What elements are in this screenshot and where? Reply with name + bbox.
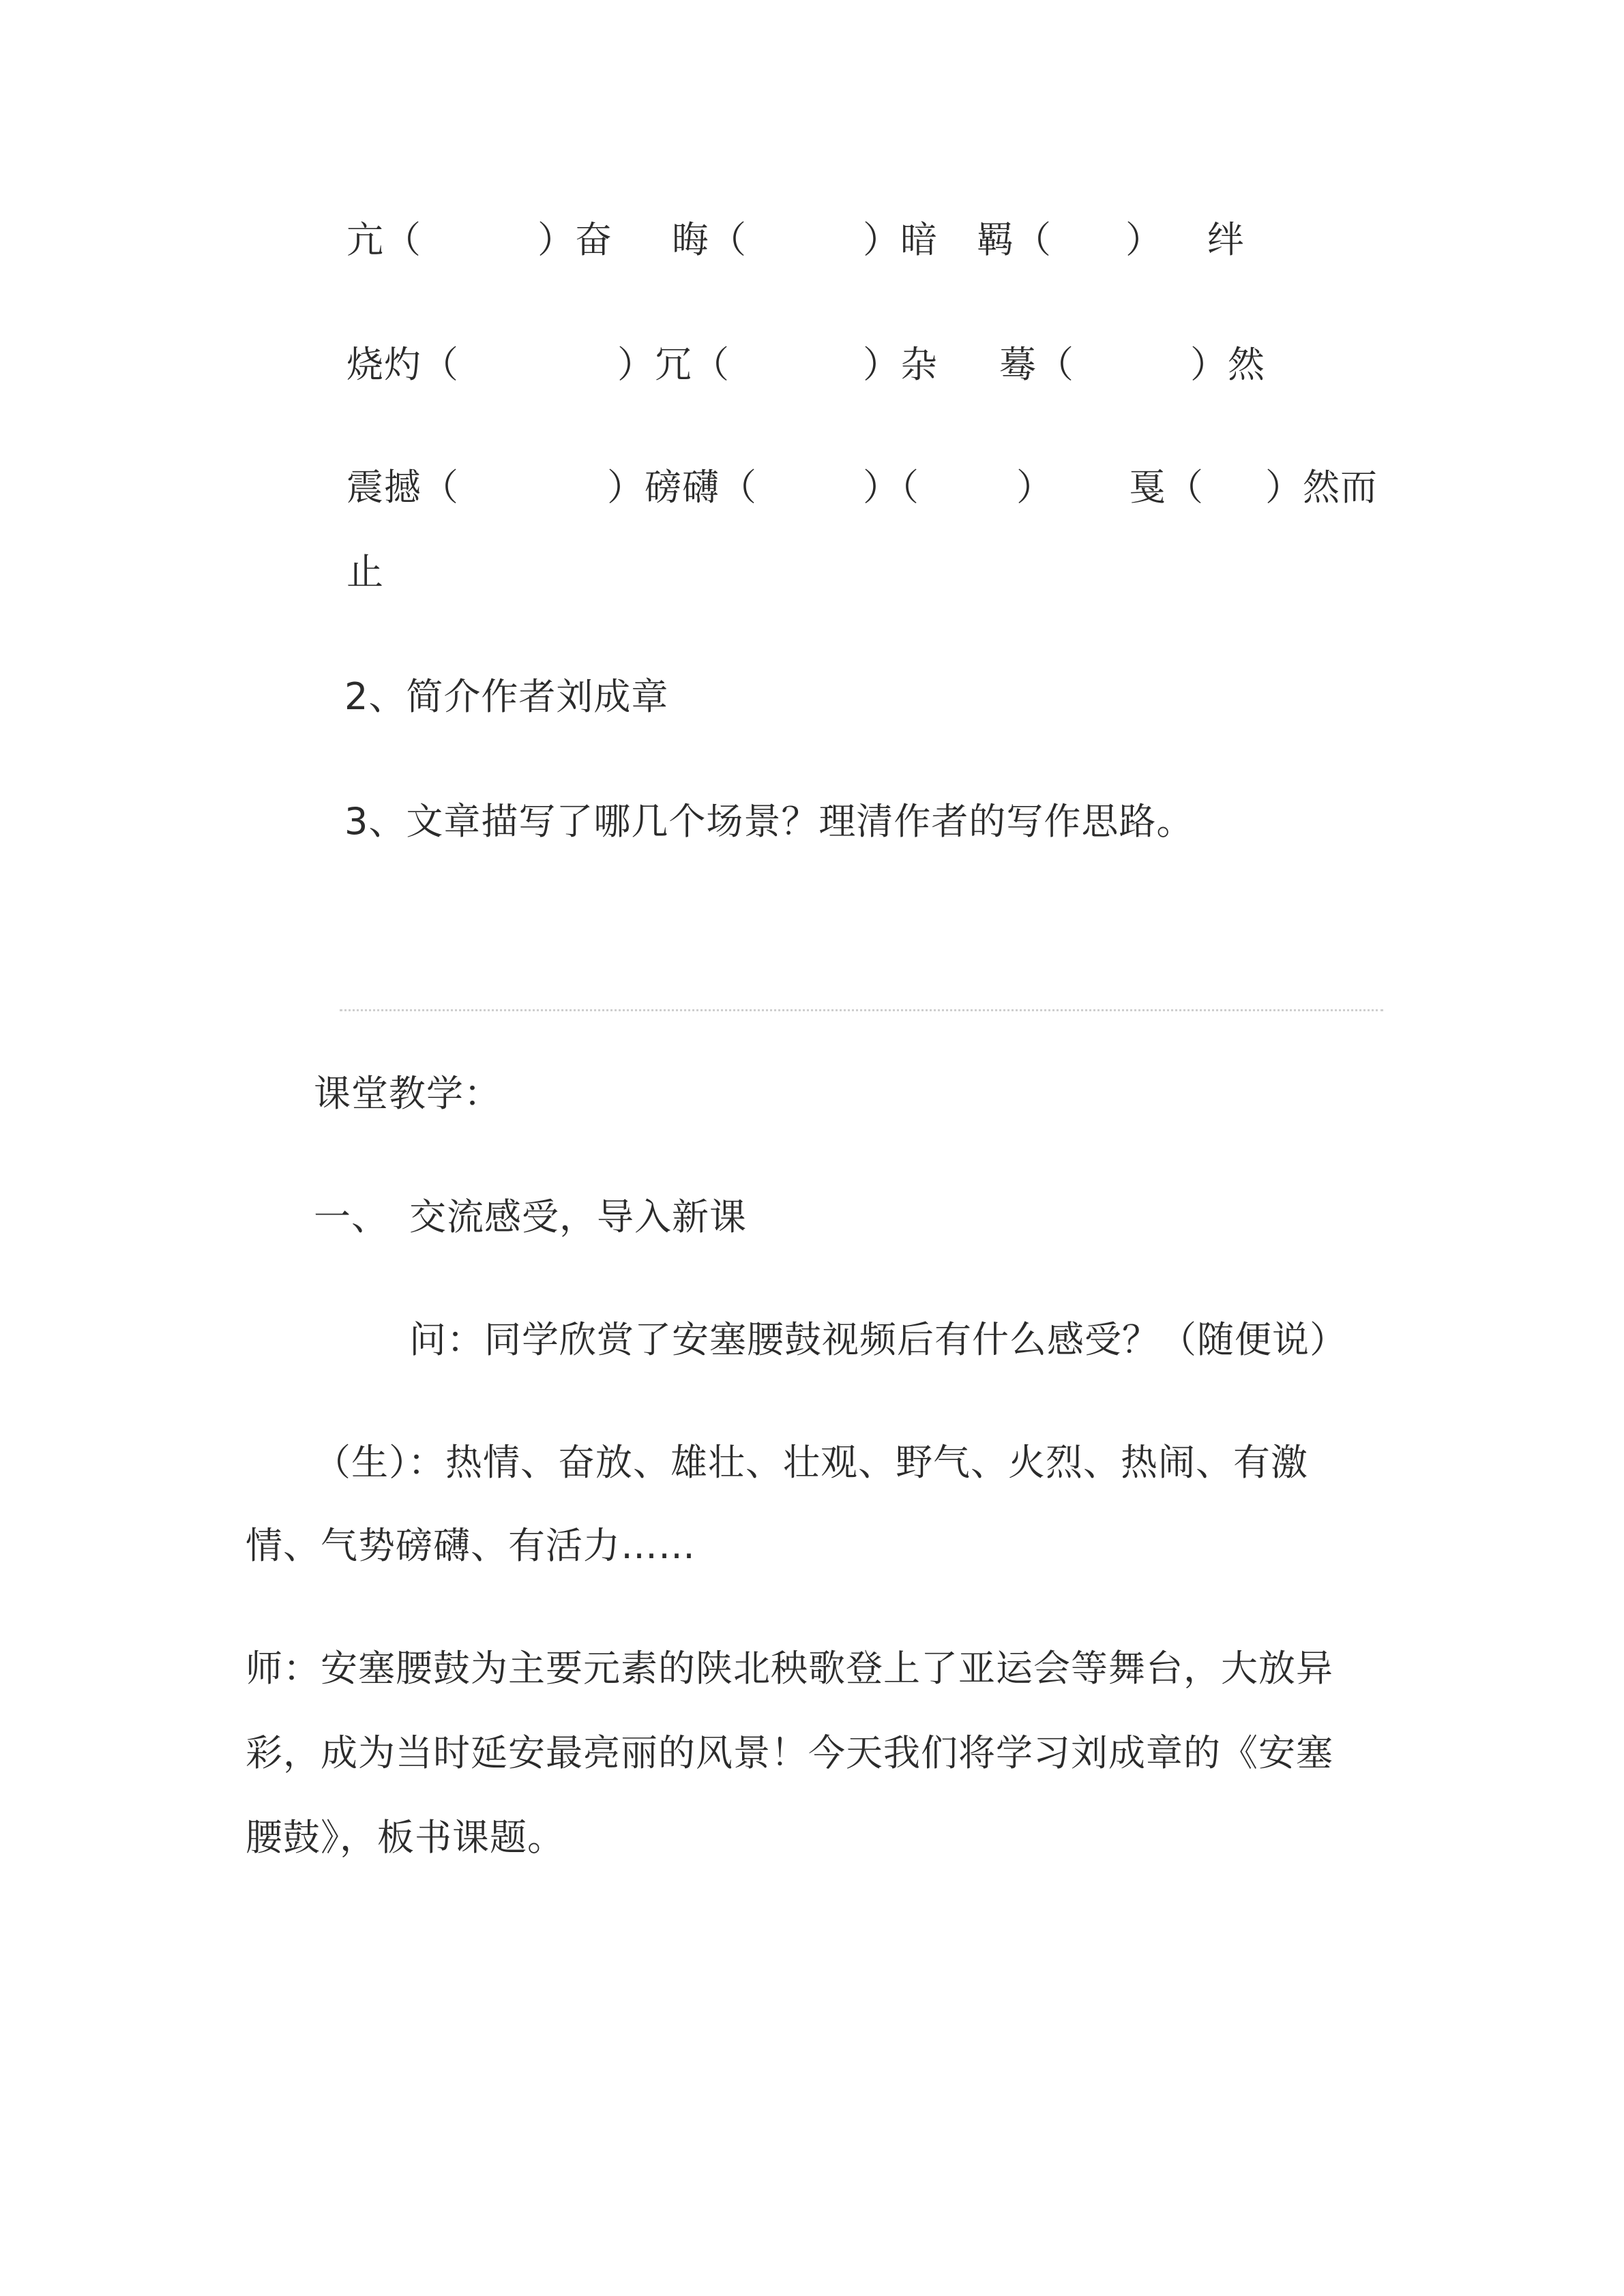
vocab-row-1 [0, 218, 1624, 263]
vocab-item: ）冗（ [617, 343, 730, 386]
vocab-item: ）磅礴（ [607, 466, 757, 509]
vocab-item: 亢（ [346, 218, 422, 261]
teacher-question: 问：同学欣赏了安塞腰鼓视频后有什么感受？（随便说） [409, 1318, 1347, 1361]
vocab-item: 晦（ [672, 218, 747, 261]
vocab-item: ）暗 [863, 218, 938, 261]
vocab-item: ）奋 [537, 218, 612, 261]
vocab-item: 蓦（ [999, 343, 1074, 386]
student-answer-line-2: 情、气势磅礴、有活力…… [246, 1524, 696, 1567]
question-3: 3、文章描写了哪几个场景？理清作者的写作思路。 [344, 800, 1194, 843]
vocab-item: ）然 [1190, 343, 1265, 386]
vocab-item: ） [1125, 218, 1163, 261]
vocab-item: ）杂 [863, 343, 938, 386]
vocab-item: ）然而 [1265, 466, 1378, 509]
section-one-heading [0, 1195, 1624, 1240]
vocab-item: 羁（ [977, 218, 1052, 261]
vocab-item: ）（ [863, 466, 919, 509]
vocab-item: ） [1016, 466, 1054, 509]
vocab-row-3 [0, 466, 1624, 510]
teacher-remark-line-3: 腰鼓》，板书课题。 [246, 1816, 565, 1859]
section-title: 交流感受，导入新课 [409, 1195, 747, 1238]
vocab-row-3-wrap: 止 [346, 550, 384, 593]
vocab-row-2 [0, 343, 1624, 387]
vocab-item: 戛（ [1129, 466, 1204, 509]
teacher-remark-line-2: 彩，成为当时延安最亮丽的风景！今天我们将学习刘成章的《安塞 [246, 1731, 1333, 1774]
question-2: 2、简介作者刘成章 [344, 675, 669, 718]
section-divider [340, 1009, 1383, 1011]
vocab-item: 震撼（ [346, 466, 459, 509]
classroom-heading: 课堂教学： [314, 1072, 501, 1115]
section-number: 一、 [314, 1195, 389, 1238]
teacher-remark-line-1: 师：安塞腰鼓为主要元素的陕北秧歌登上了亚运会等舞台，大放异 [246, 1647, 1333, 1690]
vocab-item: 烧灼（ [346, 343, 459, 386]
student-answer-line-1: （生）：热情、奋放、雄壮、壮观、野气、火烈、热闹、有激 [314, 1441, 1308, 1484]
vocab-item: 绊 [1207, 218, 1245, 261]
